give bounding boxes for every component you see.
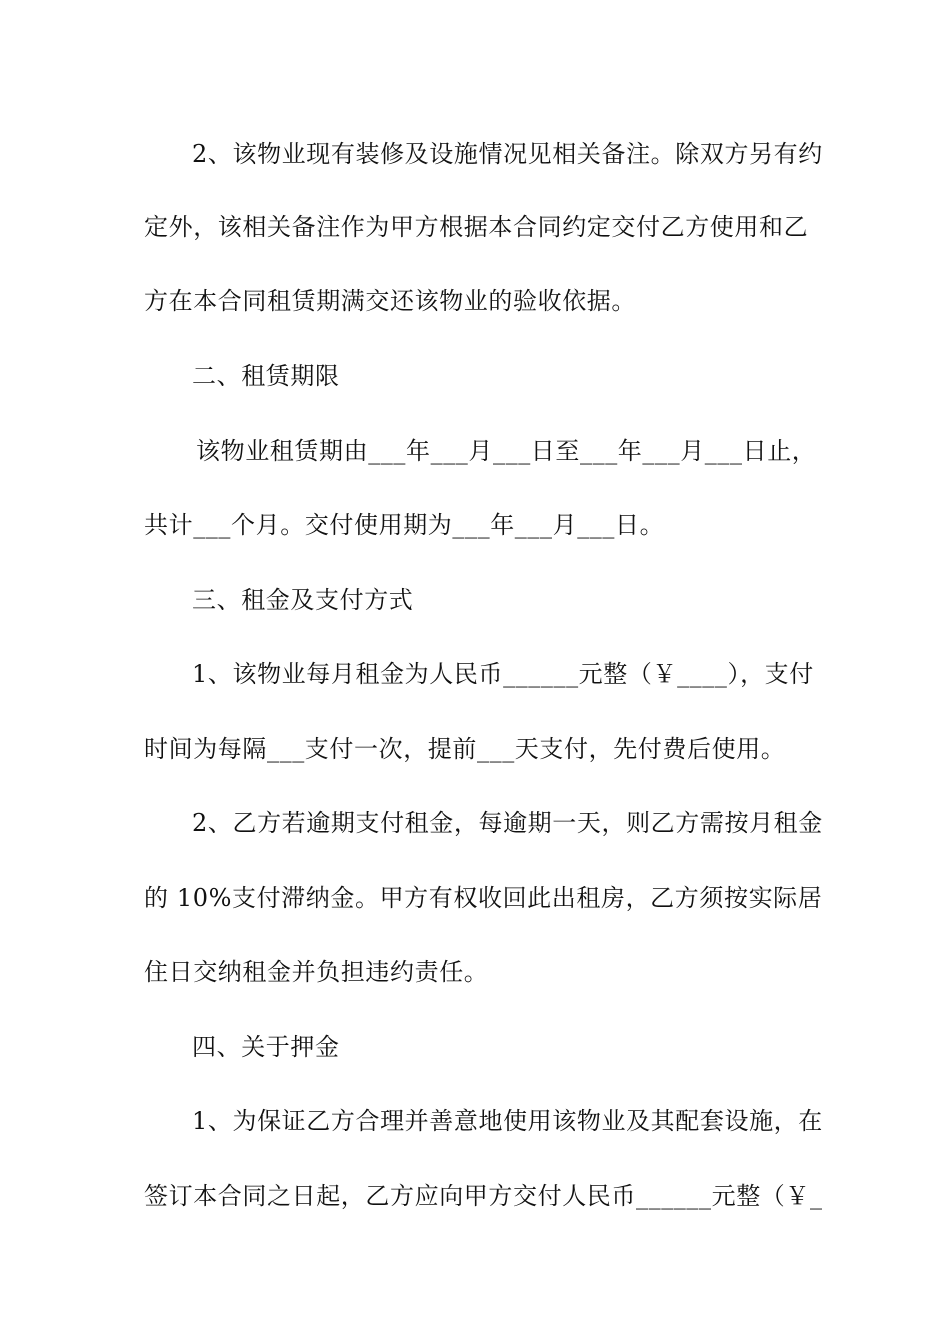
paragraph-line: 1、该物业每月租金为人民币______元整（￥____），支付 [192,660,814,688]
paragraph-line: 的 10%支付滞纳金。甲方有权收回此出租房，乙方须按实际居 [144,884,823,912]
paragraph-line: 时间为每隔___支付一次，提前___天支付，先付费后使用。 [144,735,786,763]
paragraph-line: 方在本合同租赁期满交还该物业的验收依据。 [144,287,636,315]
paragraph-line: 2、该物业现有装修及设施情况见相关备注。除双方另有约 [192,140,823,168]
section-heading: 四、关于押金 [192,1033,340,1061]
paragraph-line: 共计___个月。交付使用期为___年___月___日。 [144,511,665,539]
paragraph-line: 签订本合同之日起，乙方应向甲方交付人民币______元整（￥_ [144,1182,823,1210]
paragraph-line: 2、乙方若逾期支付租金，每逾期一天，则乙方需按月租金 [192,809,823,837]
paragraph-line: 该物业租赁期由___年___月___日至___年___月___日止， [196,437,817,465]
paragraph-line: 住日交纳租金并负担违约责任。 [144,958,489,986]
paragraph-line: 1、为保证乙方合理并善意地使用该物业及其配套设施，在 [192,1107,823,1135]
section-heading: 三、租金及支付方式 [192,586,414,614]
section-heading: 二、租赁期限 [192,362,340,390]
paragraph-line: 定外，该相关备注作为甲方根据本合同约定交付乙方使用和乙 [144,213,809,241]
